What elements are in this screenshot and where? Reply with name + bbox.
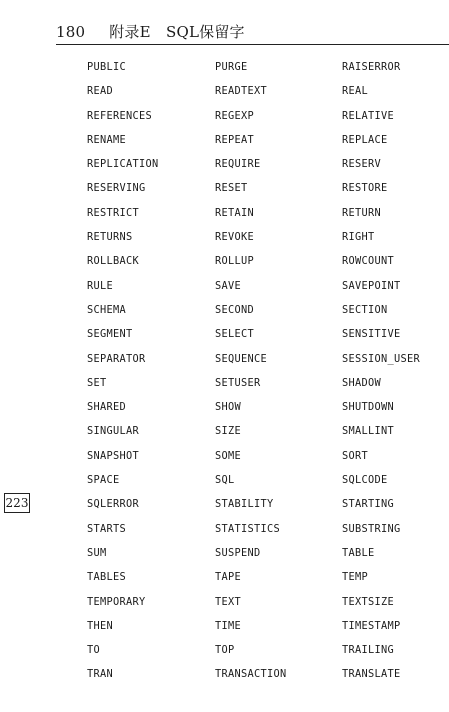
reserved-word: SECOND — [215, 303, 254, 316]
reserved-word: SHADOW — [342, 376, 381, 389]
reserved-word: RESTORE — [342, 182, 388, 195]
reserved-word: SPACE — [87, 474, 120, 487]
reserved-word: SIZE — [215, 425, 241, 438]
reserved-word: REGEXP — [215, 109, 254, 122]
reserved-words-row — [87, 571, 447, 595]
reserved-word: SOME — [215, 449, 241, 462]
reserved-word: ROWCOUNT — [342, 255, 394, 268]
reserved-word: TEXTSIZE — [342, 595, 394, 608]
reserved-words-row — [87, 523, 447, 547]
reserved-words-row — [87, 353, 447, 377]
page-title: 附录E SQL保留字 — [109, 23, 245, 41]
reserved-word: STARTS — [87, 522, 126, 535]
reserved-words-row — [87, 620, 447, 644]
reserved-word: TRANSLATE — [342, 668, 401, 681]
reserved-word: THEN — [87, 619, 113, 632]
reserved-word: STATISTICS — [215, 522, 280, 535]
reserved-word: SUSPEND — [215, 546, 261, 559]
reserved-words-row — [87, 280, 447, 304]
reserved-word: RENAME — [87, 133, 126, 146]
reserved-word: RETURN — [342, 206, 381, 219]
reserved-word: RESERVING — [87, 182, 146, 195]
page-header — [56, 21, 245, 42]
reserved-word: TIMESTAMP — [342, 619, 401, 632]
reserved-word: SEPARATOR — [87, 352, 146, 365]
reserved-words-row — [87, 644, 447, 668]
reserved-word: SCHEMA — [87, 303, 126, 316]
reserved-words-row — [87, 596, 447, 620]
reserved-word: REPLICATION — [87, 158, 159, 171]
reserved-word: SQL — [215, 474, 235, 487]
reserved-word: SAVE — [215, 279, 241, 292]
reserved-word: SECTION — [342, 303, 388, 316]
reserved-word: TRAILING — [342, 644, 394, 657]
reserved-word: RETAIN — [215, 206, 254, 219]
reserved-word: REPEAT — [215, 133, 254, 146]
reserved-word: RESERV — [342, 158, 381, 171]
reserved-word: RETURNS — [87, 231, 133, 244]
reserved-word: PUBLIC — [87, 61, 126, 73]
reserved-words-table — [87, 61, 447, 693]
reserved-word: SEQUENCE — [215, 352, 267, 365]
reserved-word: SORT — [342, 449, 368, 462]
reserved-word: SAVEPOINT — [342, 279, 401, 292]
reserved-word: TAPE — [215, 571, 241, 584]
reserved-word: SHOW — [215, 401, 241, 414]
reserved-word: TEMPORARY — [87, 595, 146, 608]
reserved-word: RIGHT — [342, 231, 375, 244]
reserved-word: SNAPSHOT — [87, 449, 139, 462]
reserved-words-row — [87, 61, 447, 85]
reserved-words-row — [87, 377, 447, 401]
reserved-word: TEXT — [215, 595, 241, 608]
reserved-word: SUM — [87, 546, 107, 559]
reserved-word: SESSION_USER — [342, 352, 420, 365]
reserved-word: SMALLINT — [342, 425, 394, 438]
reserved-word: SUBSTRING — [342, 522, 401, 535]
reserved-word: TABLE — [342, 546, 375, 559]
reserved-word: STABILITY — [215, 498, 274, 511]
header-rule — [56, 44, 449, 45]
reserved-word: ROLLBACK — [87, 255, 139, 268]
reserved-words-row — [87, 255, 447, 279]
reserved-word: RESTRICT — [87, 206, 139, 219]
page-number: 180 — [56, 23, 86, 41]
reserved-word: RULE — [87, 279, 113, 292]
reserved-words-row — [87, 207, 447, 231]
reserved-words-row — [87, 450, 447, 474]
reserved-word: READTEXT — [215, 85, 267, 98]
reserved-word: REQUIRE — [215, 158, 261, 171]
reserved-words-row — [87, 110, 447, 134]
reserved-words-row — [87, 231, 447, 255]
reserved-word: TIME — [215, 619, 241, 632]
reserved-words-row — [87, 425, 447, 449]
reserved-word: ROLLUP — [215, 255, 254, 268]
reserved-word: SHUTDOWN — [342, 401, 394, 414]
reserved-word: SENSITIVE — [342, 328, 401, 341]
reserved-word: TRAN — [87, 668, 113, 681]
reserved-word: SET — [87, 376, 107, 389]
reserved-word: SHARED — [87, 401, 126, 414]
reserved-words-row — [87, 668, 447, 692]
reserved-word: TRANSACTION — [215, 668, 287, 681]
reserved-words-row — [87, 498, 447, 522]
reserved-word: REVOKE — [215, 231, 254, 244]
reserved-word: RELATIVE — [342, 109, 394, 122]
reserved-words-row — [87, 85, 447, 109]
reserved-word: SETUSER — [215, 376, 261, 389]
reserved-word: RESET — [215, 182, 248, 195]
reserved-word: SEGMENT — [87, 328, 133, 341]
reserved-word: STARTING — [342, 498, 394, 511]
reserved-word: PURGE — [215, 61, 248, 73]
reserved-word: TABLES — [87, 571, 126, 584]
reserved-words-row — [87, 547, 447, 571]
reserved-words-row — [87, 158, 447, 182]
reserved-word: TOP — [215, 644, 235, 657]
reserved-words-row — [87, 474, 447, 498]
reserved-word: REPLACE — [342, 133, 388, 146]
reserved-words-row — [87, 182, 447, 206]
reserved-word: RAISERROR — [342, 61, 401, 73]
reserved-word: SINGULAR — [87, 425, 139, 438]
reserved-words-row — [87, 401, 447, 425]
reserved-words-row — [87, 304, 447, 328]
reserved-words-row — [87, 328, 447, 352]
reserved-word: REFERENCES — [87, 109, 152, 122]
reserved-word: SELECT — [215, 328, 254, 341]
reserved-word: REAL — [342, 85, 368, 98]
reserved-word: TEMP — [342, 571, 368, 584]
reserved-word: SQLERROR — [87, 498, 139, 511]
reserved-words-row — [87, 134, 447, 158]
reserved-word: SQLCODE — [342, 474, 388, 487]
reserved-word: TO — [87, 644, 100, 657]
reserved-word: READ — [87, 85, 113, 98]
margin-page-reference: 223 — [4, 493, 30, 513]
